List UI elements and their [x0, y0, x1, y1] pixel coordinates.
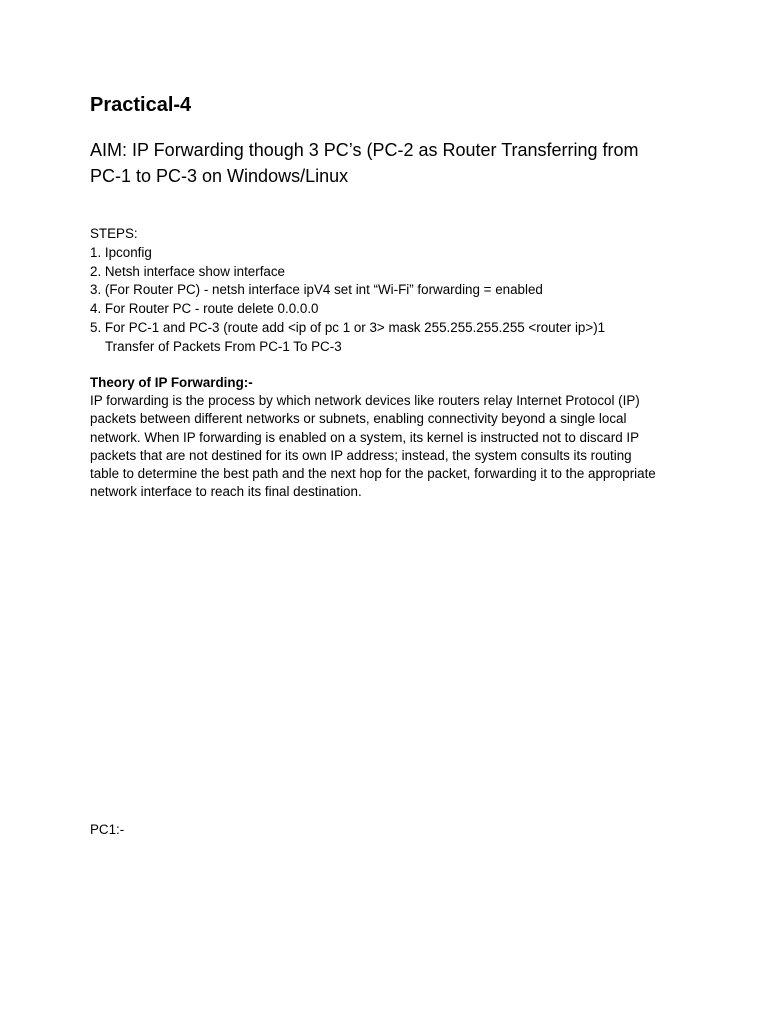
theory-line: packets that are not destined for its own IP address; instead, the system consults its routing: [90, 447, 632, 463]
theory-line: network interface to reach its final destination.: [90, 484, 362, 500]
theory-heading: Theory of IP Forwarding:-: [90, 375, 253, 390]
aim-line: AIM: IP Forwarding though 3 PC’s (PC-2 as Router Transferring from: [90, 140, 639, 160]
steps-section: [90, 225, 710, 357]
pc1-label: PC1:-: [90, 822, 125, 837]
aim-statement: [90, 137, 690, 189]
step-item: 2. Netsh interface show interface: [90, 263, 286, 279]
theory-line: IP forwarding is the process by which network devices like routers relay Internet Protocol (IP): [90, 393, 640, 408]
step-item: 5. For PC-1 and PC-3 (route add <ip of pc 1 or 3> mask 255.255.255.255 <router ip>)1: [90, 319, 606, 335]
step-item: 1. Ipconfig: [90, 244, 152, 260]
page-title: Practical-4: [90, 94, 192, 116]
steps-heading: STEPS:: [90, 226, 138, 241]
step-continuation: Transfer of Packets From PC-1 To PC-3: [105, 338, 342, 354]
theory-line: table to determine the best path and the next hop for the packet, forwarding it to the appropriate: [90, 466, 656, 482]
theory-line: packets between different networks or subnets, enabling connectivity beyond a single local: [90, 411, 627, 427]
aim-line: PC-1 to PC-3 on Windows/Linux: [90, 166, 349, 186]
step-item: 4. For Router PC - route delete 0.0.0.0: [90, 301, 319, 317]
step-item: 3. (For Router PC) - netsh interface ipV4 set int “Wi-Fi” forwarding = enabled: [90, 282, 543, 298]
theory-paragraph: [90, 392, 690, 502]
theory-line: network. When IP forwarding is enabled on a system, its kernel is instructed not to discard IP: [90, 429, 640, 445]
